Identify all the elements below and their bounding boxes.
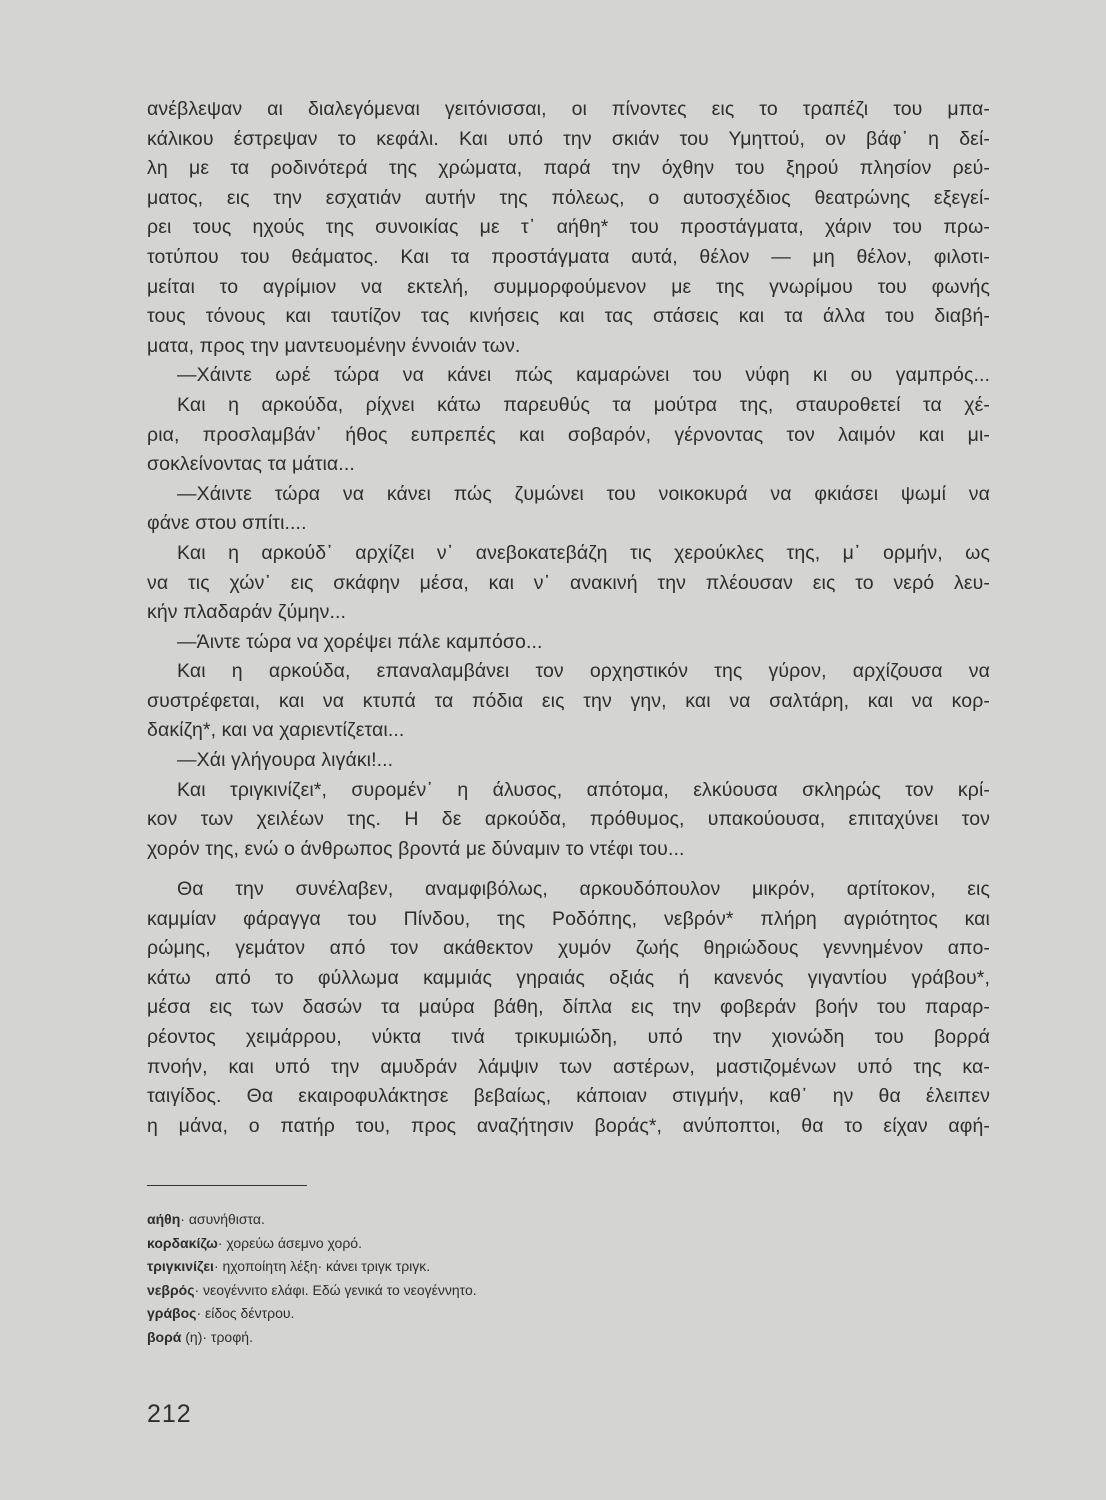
footnote-definition: · ηχοποίητη λέξη· κάνει τριγκ τριγκ. [213,1258,431,1275]
body-text-section-1 [147,95,990,864]
text-line: κάλικου έστρεψαν το κεφάλι. Και υπό την σκιάν του Υμηττού, ον βάφ᾽ η δεί- [147,127,990,150]
text-line: κήν πλαδαράν ζύμην... [147,601,347,624]
footnote-definition: · νεογέννιτο ελάφι. Εδώ γενικά το νεογέννητο. [194,1281,477,1298]
text-line: φάνε στου σπίτι.... [147,512,307,535]
text-line: ρώμης, γεμάτον από τον ακάθεκτον χυμόν ζωής θηριώδους γεννημένον απο- [147,937,990,960]
body-text-section-2 [147,875,990,1141]
footnote-definition: (η)· τροφή. [181,1328,253,1345]
text-line: ματος, εις την εσχατιάν αυτήν της πόλεως, ο αυτοσχέδιος θεατρώνης εξεγεί- [147,186,990,209]
text-line: δακίζη*, και να χαριεντίζεται... [147,719,405,742]
footnote [147,1232,477,1256]
text-line: Και η αρκούδ᾽ αρχίζει ν᾽ ανεβοκατεβάζη τις χερούκλες της, μ᾽ ορμήν, ως [177,541,990,564]
text-line: τους τόνους και ταυτίζον τας κινήσεις και τας στάσεις και τα άλλα του διαβή- [147,305,990,328]
footnote [147,1208,477,1232]
text-line: μείται το αγρίμιον να εκτελή, συμμορφούμενον με της γνωρίμου του φωνής [147,275,990,298]
footnote-term: τριγκινίζει [147,1258,214,1275]
text-line: η μάνα, ο πατήρ του, προς αναζήτησιν βοράς*, ανύποπτοι, θα το είχαν αφή- [147,1114,990,1137]
page-number: 212 [147,1400,192,1428]
footnote [147,1279,477,1303]
text-line: —Χάι γλήγουρα λιγάκι!... [177,749,394,772]
footnote-term: βορά [147,1328,182,1345]
text-line: ματα, προς την μαντευομένην έννοιάν των. [147,334,521,357]
footnote [147,1302,477,1326]
text-line: τοτύπου του θεάματος. Και τα προστάγματα αυτά, θέλον — μη θέλον, φιλοτι- [147,245,990,268]
text-line: —Χάιντε ωρέ τώρα να κάνει πώς καμαρώνει του νύφη κι ου γαμπρός... [177,364,990,387]
text-line: κον των χειλέων της. Η δε αρκούδα, πρόθυμος, υπακούουσα, επιταχύνει τον [147,808,990,831]
footnote-divider [147,1185,307,1186]
text-line: συστρέφεται, και να κτυπά τα πόδια εις την γην, και να σαλτάρη, και να κορ- [147,689,990,712]
text-line: να τις χών᾽ εις σκάφην μέσα, και ν᾽ ανακινή την πλέουσαν εις το νερό λευ- [147,571,990,594]
footnote-definition: · είδος δέντρου. [196,1305,295,1322]
text-line: χορόν της, ενώ ο άνθρωπος βροντά με δύναμιν το ντέφι του... [147,837,685,860]
footnote [147,1326,477,1350]
footnote-term: γράβος [147,1305,197,1322]
text-line: καμμίαν φάραγγα του Πίνδου, της Ροδόπης, νεβρόν* πλήρη αγριότητος και [147,907,990,930]
footnote [147,1255,477,1279]
text-line: Και τριγκινίζει*, συρομέν᾽ η άλυσος, απότομα, ελκύουσα σκληρώς τον κρί- [177,778,990,801]
text-line: Θα την συνέλαβεν, αναμφιβόλως, αρκουδόπουλον μικρόν, αρτίτοκον, εις [177,878,990,900]
footnote-definition: · χορεύω άσεμνο χορό. [217,1234,362,1251]
text-line: ρέοντος χειμάρρου, νύκτα τινά τρικυμιώδη, υπό την χιονώδη του βορρά [147,1025,990,1048]
text-line: ανέβλεψαν αι διαλεγόμεναι γειτόνισσαι, οι πίνοντες εις το τραπέζι του μπα- [147,98,990,120]
text-line: μέσα εις των δασών τα μαύρα βάθη, δίπλα εις την φοβεράν βοήν του παραρ- [147,996,990,1019]
text-line: σοκλείνοντας τα μάτια... [147,453,355,476]
footnote-term: νεβρός [147,1281,195,1298]
text-line: ρια, προσλαμβάν᾽ ήθος ευπρεπές και σοβαρόν, γέρνοντας τον λαιμόν και μι- [147,423,990,446]
footnote-definition: · ασυνήθιστα. [180,1211,265,1227]
footnotes [147,1208,477,1350]
text-line: —Άιντε τώρα να χορέψει πάλε καμπόσο... [177,630,543,653]
text-line: —Χάιντε τώρα να κάνει πώς ζυμώνει του νοικοκυρά να φκιάσει ψωμί να [177,482,990,505]
footnote-term: αήθη [147,1211,181,1227]
text-line: Και η αρκούδα, ρίχνει κάτω παρευθύς τα μούτρα της, σταυροθετεί τα χέ- [177,393,990,416]
text-line: Και η αρκούδα, επαναλαμβάνει τον ορχηστικόν της γύρον, αρχίζουσα να [177,660,990,683]
text-line: κάτω από το φύλλωμα καμμιάς γηραιάς οξιάς ή κανενός γιγαντίου γράβου*, [147,966,990,989]
text-line: λη με τα ροδινότερά της χρώματα, παρά την όχθην του ξηρού πλησίον ρεύ- [147,157,990,180]
text-line: ρει τους ηχούς της συνοικίας με τ᾽ αήθη* του προστάγματα, χάριν του πρω- [147,216,990,239]
text-line: πνοήν, και υπό την αμυδράν λάμψιν των αστέρων, μαστιζομένων υπό της κα- [147,1055,990,1078]
text-line: ταιγίδος. Θα εκαιροφυλάκτησε βεβαίως, κάποιαν στιγμήν, καθ᾽ ην θα έλειπεν [147,1085,990,1108]
footnote-term: κορδακίζω [147,1234,218,1251]
